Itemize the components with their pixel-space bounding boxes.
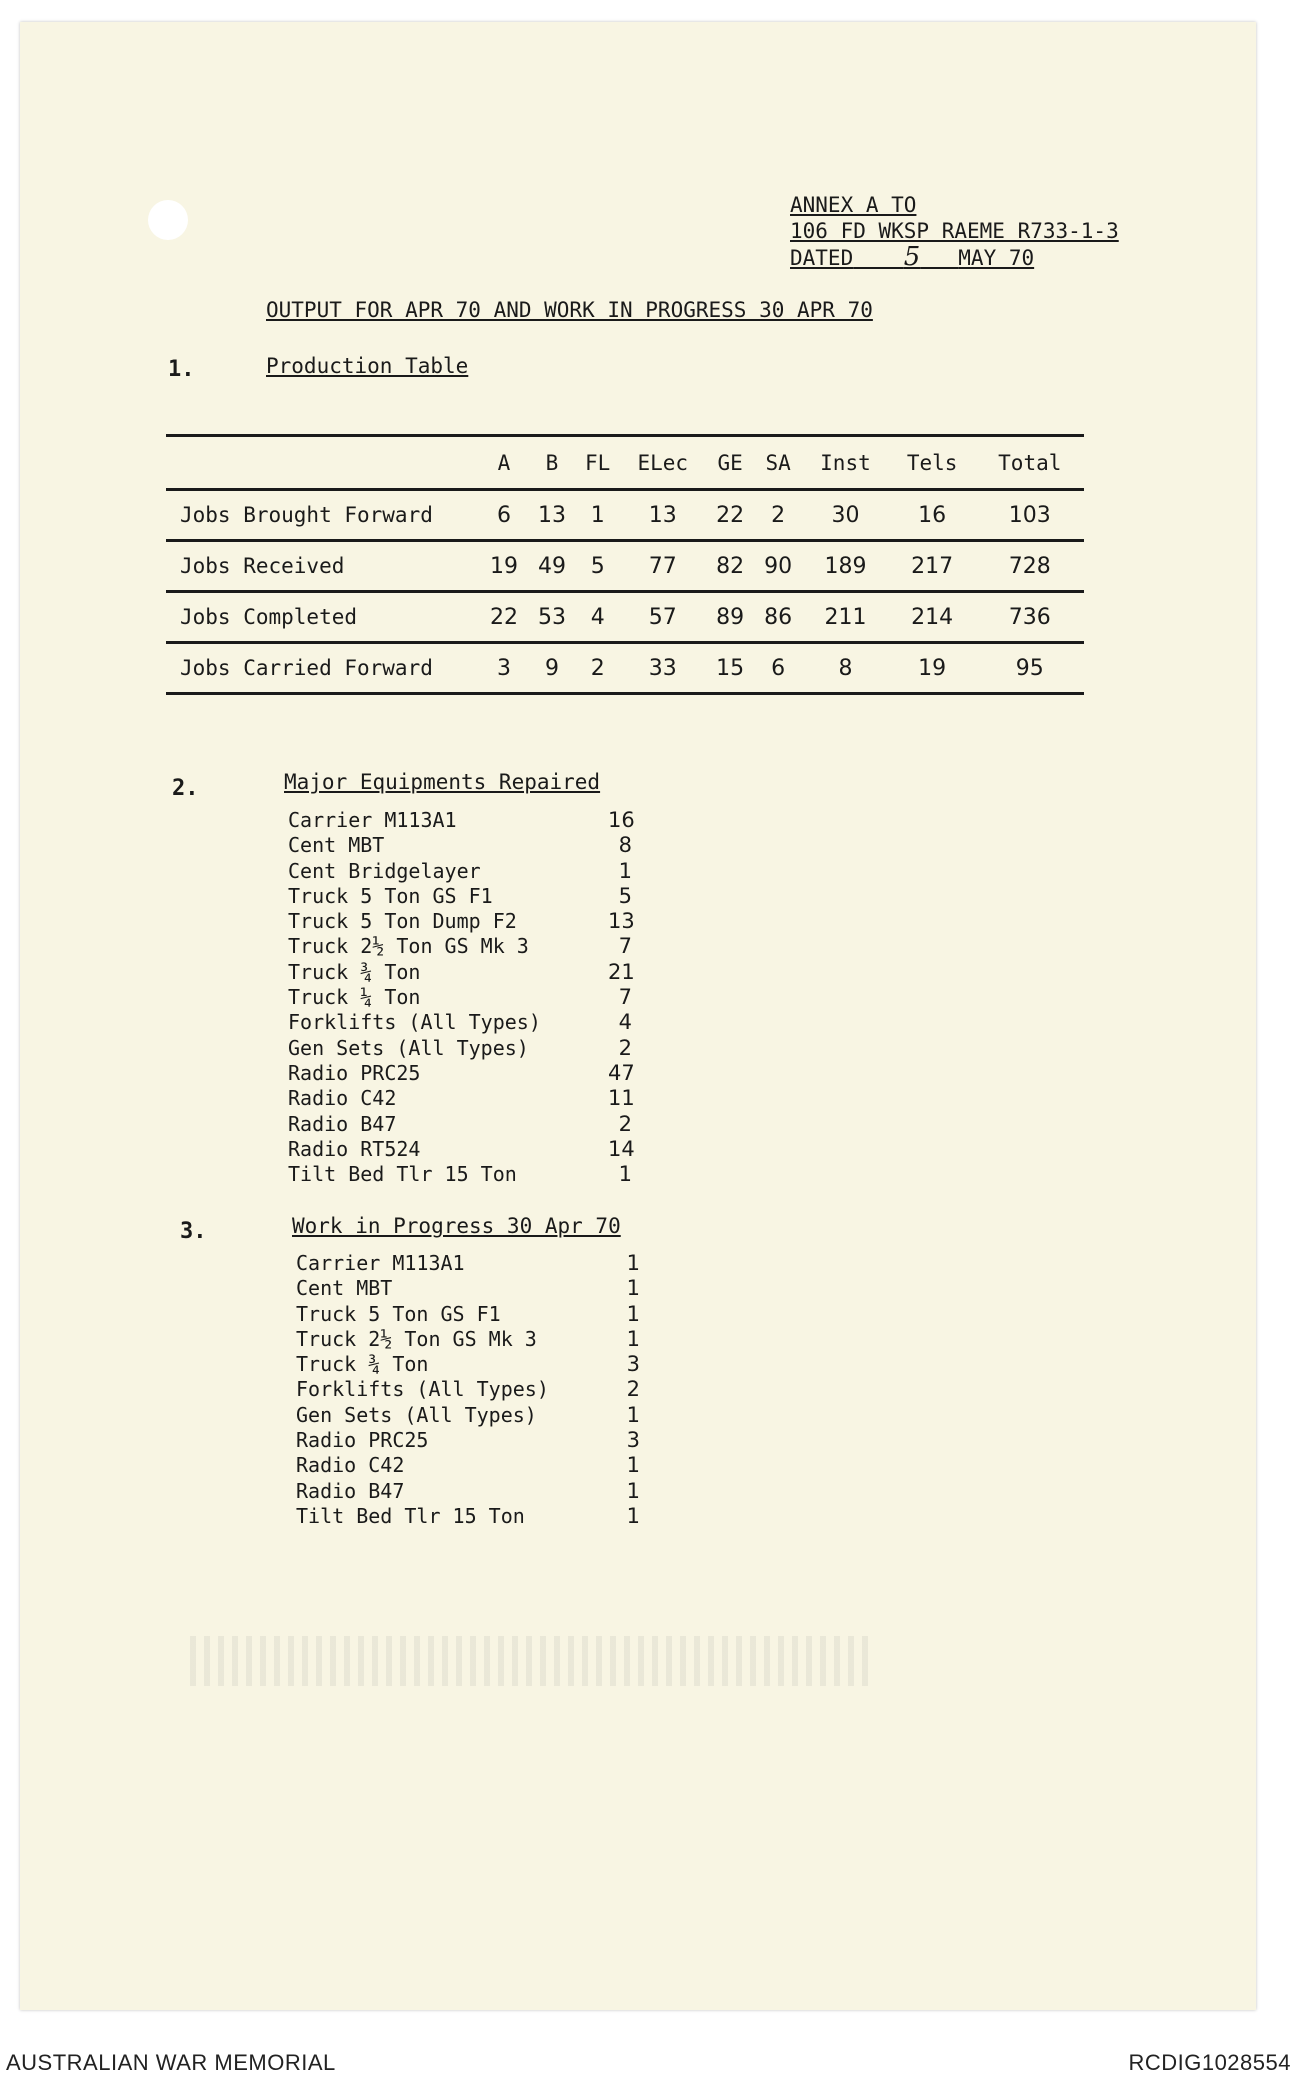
table-cell: 95 xyxy=(976,643,1084,694)
item-count: 7 xyxy=(618,934,632,959)
table-cell: 189 xyxy=(802,541,889,592)
item-name: Tilt Bed Tlr 15 Ton xyxy=(296,1503,525,1528)
item-name: Cent Bridgelayer xyxy=(288,858,481,883)
table-cell: 90 xyxy=(754,541,802,592)
list-item xyxy=(296,1302,640,1327)
row-label: Jobs Carried Forward xyxy=(166,643,480,694)
list-item xyxy=(296,1504,640,1529)
footer-record-id: RCDIG1028554 xyxy=(1128,2050,1291,2075)
table-cell: 214 xyxy=(889,592,976,643)
list-item xyxy=(288,808,635,833)
table-cell: 82 xyxy=(706,541,754,592)
item-name: Cent MBT xyxy=(296,1276,393,1301)
table-cell: 1 xyxy=(576,490,619,541)
list-item xyxy=(288,959,635,985)
item-name: Truck 2½ Ton GS Mk 3 xyxy=(296,1326,537,1351)
dated-day-handwritten: 5 xyxy=(903,242,921,272)
item-count: 1 xyxy=(626,1301,640,1326)
table-cell: 4 xyxy=(576,592,619,643)
annex-line-1: ANNEX A TO xyxy=(790,193,917,217)
table-cell: 217 xyxy=(889,541,976,592)
item-count: 11 xyxy=(608,1086,635,1111)
item-count: 1 xyxy=(626,1251,640,1275)
item-count: 1 xyxy=(618,1162,632,1187)
annex-dated xyxy=(790,244,1119,271)
col-header: B xyxy=(528,436,576,490)
item-count: 47 xyxy=(608,1060,635,1085)
item-count: 1 xyxy=(626,1402,640,1427)
item-name: Cent MBT xyxy=(288,833,385,858)
table-cell: 86 xyxy=(754,592,802,643)
list-item xyxy=(288,1060,635,1086)
document-heading: OUTPUT FOR APR 70 AND WORK IN PROGRESS 30 APR 70 xyxy=(266,298,873,322)
table-cell: 13 xyxy=(528,490,576,541)
list-item xyxy=(288,909,635,934)
table-cell: 33 xyxy=(619,643,706,694)
list-item xyxy=(296,1428,640,1453)
item-name: Radio C42 xyxy=(296,1453,405,1478)
list-item xyxy=(288,1136,635,1162)
item-count: 1 xyxy=(626,1503,640,1528)
item-count: 1 xyxy=(626,1276,640,1301)
item-name: Radio RT524 xyxy=(288,1136,421,1161)
table-row xyxy=(166,541,1084,592)
section-2-title: Major Equipments Repaired xyxy=(284,770,601,794)
item-count: 2 xyxy=(618,1035,632,1060)
table-cell: 15 xyxy=(706,643,754,694)
list-item xyxy=(296,1352,640,1377)
item-count: 14 xyxy=(608,1136,635,1161)
work-in-progress-list xyxy=(296,1251,640,1529)
item-name: Truck ¾ Ton xyxy=(288,959,421,984)
col-header: Total xyxy=(976,436,1084,490)
item-count: 3 xyxy=(626,1428,640,1453)
section-1-number: 1. xyxy=(168,357,195,382)
list-item xyxy=(288,859,632,884)
list-item xyxy=(296,1327,640,1352)
col-header: ELec xyxy=(619,436,706,490)
table-cell: 211 xyxy=(802,592,889,643)
section-3-number: 3. xyxy=(180,1219,207,1244)
list-item xyxy=(288,1112,632,1137)
col-header: FL xyxy=(576,436,619,490)
table-cell: 103 xyxy=(976,490,1084,541)
list-item xyxy=(288,934,632,959)
item-name: Radio B47 xyxy=(288,1111,397,1136)
footer-archive-name: AUSTRALIAN WAR MEMORIAL xyxy=(6,2050,336,2075)
item-count: 13 xyxy=(608,909,635,934)
item-count: 8 xyxy=(618,833,632,858)
table-cell: 53 xyxy=(528,592,576,643)
item-count: 16 xyxy=(608,808,635,832)
table-cell: 57 xyxy=(619,592,706,643)
table-cell: 728 xyxy=(976,541,1084,592)
item-count: 1 xyxy=(626,1326,640,1351)
dated-label: DATED xyxy=(790,246,854,270)
item-name: Truck 5 Ton Dump F2 xyxy=(288,909,517,934)
item-count: 21 xyxy=(608,959,635,984)
item-name: Radio PRC25 xyxy=(288,1060,421,1085)
dated-month: MAY 70 xyxy=(958,246,1035,270)
table-cell: 22 xyxy=(480,592,528,643)
item-name: Radio C42 xyxy=(288,1086,397,1111)
item-name: Truck ¼ Ton xyxy=(288,985,421,1010)
col-header: GE xyxy=(706,436,754,490)
table-cell: 49 xyxy=(528,541,576,592)
table-row xyxy=(166,490,1084,541)
table-cell: 16 xyxy=(889,490,976,541)
list-item xyxy=(296,1403,640,1428)
item-count: 2 xyxy=(618,1111,632,1136)
item-count: 5 xyxy=(618,883,632,908)
production-table xyxy=(166,434,1084,695)
item-name: Gen Sets (All Types) xyxy=(296,1402,537,1427)
item-count: 4 xyxy=(618,1010,632,1035)
annex-line-2: 106 FD WKSP RAEME R733-1-3 xyxy=(790,219,1119,243)
table-cell: 19 xyxy=(889,643,976,694)
table-cell: 89 xyxy=(706,592,754,643)
table-cell: 13 xyxy=(619,490,706,541)
major-equipments-list xyxy=(288,808,635,1187)
item-name: Gen Sets (All Types) xyxy=(288,1035,529,1060)
item-name: Truck ¾ Ton xyxy=(296,1352,429,1377)
faded-illegible-text xyxy=(190,1636,870,1686)
list-item xyxy=(288,1162,632,1187)
table-cell: 3 xyxy=(480,643,528,694)
table-cell: 5 xyxy=(576,541,619,592)
table-cell: 2 xyxy=(576,643,619,694)
table-cell: 19 xyxy=(480,541,528,592)
item-name: Radio B47 xyxy=(296,1478,405,1503)
col-header: Inst xyxy=(802,436,889,490)
table-cell: 22 xyxy=(706,490,754,541)
list-item xyxy=(296,1276,640,1301)
item-count: 1 xyxy=(626,1478,640,1503)
item-name: Forklifts (All Types) xyxy=(288,1010,541,1035)
table-cell: 8 xyxy=(802,643,889,694)
list-item xyxy=(288,1010,632,1035)
list-item xyxy=(296,1251,640,1276)
table-cell: 30 xyxy=(802,490,889,541)
item-name: Tilt Bed Tlr 15 Ton xyxy=(288,1162,517,1187)
item-name: Carrier M113A1 xyxy=(296,1251,465,1275)
item-count: 1 xyxy=(626,1453,640,1478)
row-label: Jobs Completed xyxy=(166,592,480,643)
list-item xyxy=(296,1377,640,1402)
list-item xyxy=(296,1453,640,1478)
item-name: Truck 5 Ton GS F1 xyxy=(296,1301,501,1326)
punch-hole xyxy=(148,200,188,240)
annex-reference xyxy=(790,192,1119,271)
item-name: Truck 2½ Ton GS Mk 3 xyxy=(288,934,529,959)
row-label: Jobs Brought Forward xyxy=(166,490,480,541)
table-row xyxy=(166,643,1084,694)
table-row xyxy=(166,592,1084,643)
section-3-title: Work in Progress 30 Apr 70 xyxy=(292,1214,621,1238)
list-item xyxy=(288,884,632,909)
table-cell: 2 xyxy=(754,490,802,541)
header-blank xyxy=(166,436,480,490)
item-count: 7 xyxy=(618,985,632,1010)
list-item xyxy=(288,985,632,1010)
table-cell: 6 xyxy=(754,643,802,694)
item-name: Radio PRC25 xyxy=(296,1428,429,1453)
list-item xyxy=(288,833,632,858)
item-name: Carrier M113A1 xyxy=(288,808,457,832)
col-header: A xyxy=(480,436,528,490)
list-item xyxy=(296,1479,640,1504)
table-cell: 6 xyxy=(480,490,528,541)
section-1-title: Production Table xyxy=(266,354,469,378)
table-cell: 9 xyxy=(528,643,576,694)
table-cell: 736 xyxy=(976,592,1084,643)
item-name: Forklifts (All Types) xyxy=(296,1377,549,1402)
col-header: SA xyxy=(754,436,802,490)
col-header: Tels xyxy=(889,436,976,490)
item-count: 2 xyxy=(626,1377,640,1402)
section-2-number: 2. xyxy=(172,776,199,801)
table-cell: 77 xyxy=(619,541,706,592)
item-count: 1 xyxy=(618,858,632,883)
list-item xyxy=(288,1086,635,1111)
row-label: Jobs Received xyxy=(166,541,480,592)
item-name: Truck 5 Ton GS F1 xyxy=(288,883,493,908)
table-header-row xyxy=(166,436,1084,490)
item-count: 3 xyxy=(626,1352,640,1377)
list-item xyxy=(288,1036,632,1061)
